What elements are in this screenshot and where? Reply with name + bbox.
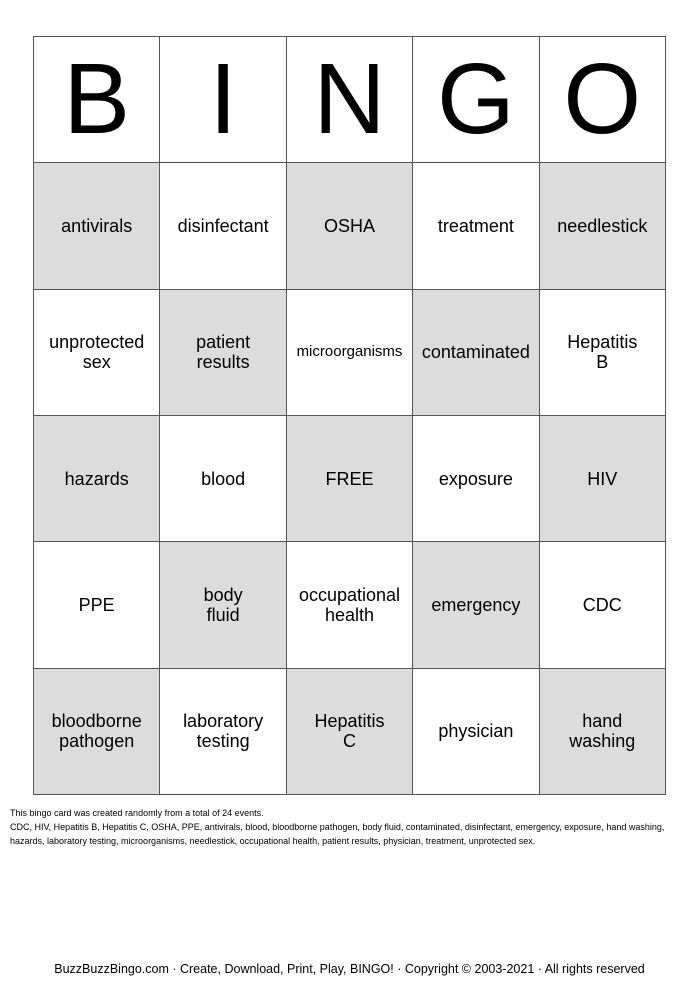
bingo-cell[interactable]: patient results <box>160 290 286 416</box>
header-letter-b: B <box>34 37 160 163</box>
header-letter-o: O <box>540 37 666 163</box>
bingo-cell[interactable]: emergency <box>413 542 539 668</box>
header-letter-n: N <box>287 37 413 163</box>
bingo-cell[interactable]: bloodborne pathogen <box>34 669 160 795</box>
bingo-cell[interactable]: hazards <box>34 416 160 542</box>
bingo-cell[interactable]: laboratory testing <box>160 669 286 795</box>
bingo-card <box>33 36 666 795</box>
bingo-cell[interactable]: physician <box>413 669 539 795</box>
bingo-cell[interactable]: microorganisms <box>287 290 413 416</box>
bingo-cell[interactable]: body fluid <box>160 542 286 668</box>
bingo-cell[interactable]: exposure <box>413 416 539 542</box>
header-letter-g: G <box>413 37 539 163</box>
card-info <box>10 806 670 848</box>
bingo-cell[interactable]: hand washing <box>540 669 666 795</box>
bingo-cell[interactable]: contaminated <box>413 290 539 416</box>
header-letter-i: I <box>160 37 286 163</box>
bingo-cell[interactable]: blood <box>160 416 286 542</box>
bingo-cell[interactable]: Hepatitis B <box>540 290 666 416</box>
bingo-cell[interactable]: treatment <box>413 163 539 289</box>
free-space-cell[interactable]: FREE <box>287 416 413 542</box>
bingo-cell[interactable]: CDC <box>540 542 666 668</box>
bingo-cell[interactable]: unprotected sex <box>34 290 160 416</box>
info-event-list: CDC, HIV, Hepatitis B, Hepatitis C, OSHA, PPE, antivirals, blood, bloodborne pathogen, body fluid, contaminated, disinfectant, emergency, exposure, hand washing, hazards, laboratory testing, microorganisms, needlestick, occupational health, patient results, physician, treatment, unprotected sex. <box>10 822 665 846</box>
bingo-cell[interactable]: OSHA <box>287 163 413 289</box>
bingo-cell[interactable]: Hepatitis C <box>287 669 413 795</box>
info-total-events: This bingo card was created randomly from a total of 24 events. <box>10 808 264 818</box>
bingo-cell[interactable]: disinfectant <box>160 163 286 289</box>
bingo-cell[interactable]: needlestick <box>540 163 666 289</box>
bingo-cell[interactable]: HIV <box>540 416 666 542</box>
footer-copyright[interactable]: BuzzBuzzBingo.com · Create, Download, Print, Play, BINGO! · Copyright © 2003-2021 · All rights reserved <box>54 962 645 976</box>
bingo-cell[interactable]: occupational health <box>287 542 413 668</box>
bingo-cell[interactable]: PPE <box>34 542 160 668</box>
bingo-cell[interactable]: antivirals <box>34 163 160 289</box>
